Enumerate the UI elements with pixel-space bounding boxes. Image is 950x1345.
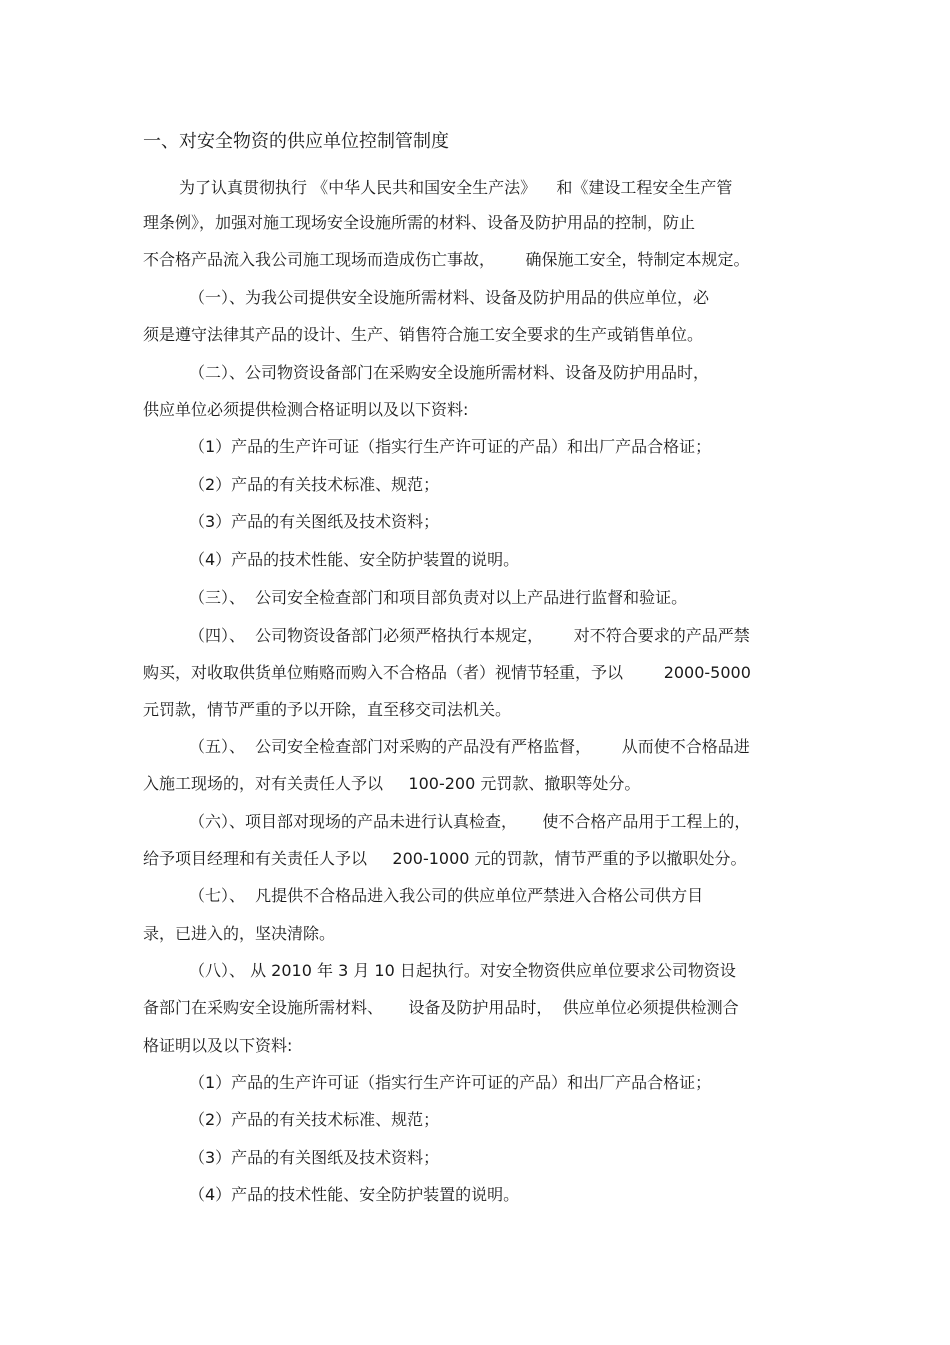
paragraph-line: 元罚款，情节严重的予以开除，直至移交司法机关。 <box>143 700 512 719</box>
paragraph-line: 不合格产品流入我公司施工现场而造成伤亡事故， 确保施工安全，特制定本规定。 <box>143 250 750 269</box>
paragraph-line: 备部门在采购安全设施所需材料、 设备及防护用品时， 供应单位必须提供检测合 <box>143 998 739 1017</box>
list-item: （1）产品的生产许可证（指实行生产许可证的产品）和出厂产品合格证； <box>189 437 712 456</box>
list-item: （3）产品的有关图纸及技术资料； <box>189 1148 440 1167</box>
paragraph-line: （一）、为我公司提供安全设施所需材料、设备及防护用品的供应单位，必 <box>189 288 710 307</box>
paragraph-line: （二）、公司物资设备部门在采购安全设施所需材料、设备及防护用品时， <box>189 363 710 382</box>
list-item: （4）产品的技术性能、安全防护装置的说明。 <box>189 550 520 569</box>
paragraph-line: （五）、 公司安全检查部门对采购的产品没有严格监督， 从而使不合格品进 <box>189 737 750 756</box>
paragraph-line: 购买，对收取供货单位贿赂而购入不合格品（者）视情节轻重，予以 2000-5000 <box>143 663 751 682</box>
paragraph-line: （四）、 公司物资设备部门必须严格执行本规定， 对不符合要求的产品严禁 <box>189 626 750 645</box>
list-item: （3）产品的有关图纸及技术资料； <box>189 512 440 531</box>
paragraph-line: 格证明以及以下资料: <box>143 1036 293 1055</box>
paragraph-line: 理条例》，加强对施工现场安全设施所需的材料、设备及防护用品的控制，防止 <box>143 213 696 232</box>
paragraph-line: （六）、项目部对现场的产品未进行认真检查， 使不合格产品用于工程上的， <box>189 812 751 831</box>
paragraph-line: 供应单位必须提供检测合格证明以及以下资料: <box>143 400 469 419</box>
list-item: （1）产品的生产许可证（指实行生产许可证的产品）和出厂产品合格证； <box>189 1073 712 1092</box>
paragraph-line: （三）、 公司安全检查部门和项目部负责对以上产品进行监督和验证。 <box>189 588 688 607</box>
paragraph-line: （八）、 从 2010 年 3 月 10 日起执行。对安全物资供应单位要求公司物资设 <box>189 961 736 980</box>
list-item: （4）产品的技术性能、安全防护装置的说明。 <box>189 1185 520 1204</box>
paragraph-line: （七）、 凡提供不合格品进入我公司的供应单位严禁进入合格公司供方目 <box>189 886 704 905</box>
paragraph-line: 为了认真贯彻执行 《中华人民共和国安全生产法》 和《建设工程安全生产管 <box>179 178 733 197</box>
document-title: 一、对安全物资的供应单位控制管制度 <box>143 131 449 152</box>
list-item: （2）产品的有关技术标准、规范； <box>189 475 440 494</box>
paragraph-line: 给予项目经理和有关责任人予以 200-1000 元的罚款，情节严重的予以撤职处分。 <box>143 849 747 868</box>
paragraph-line: 须是遵守法律其产品的设计、生产、销售符合施工安全要求的生产或销售单位。 <box>143 325 704 344</box>
paragraph-line: 入施工现场的，对有关责任人予以 100-200 元罚款、撤职等处分。 <box>143 774 641 793</box>
list-item: （2）产品的有关技术标准、规范； <box>189 1110 440 1129</box>
paragraph-line: 录，已进入的，坚决清除。 <box>143 924 336 943</box>
